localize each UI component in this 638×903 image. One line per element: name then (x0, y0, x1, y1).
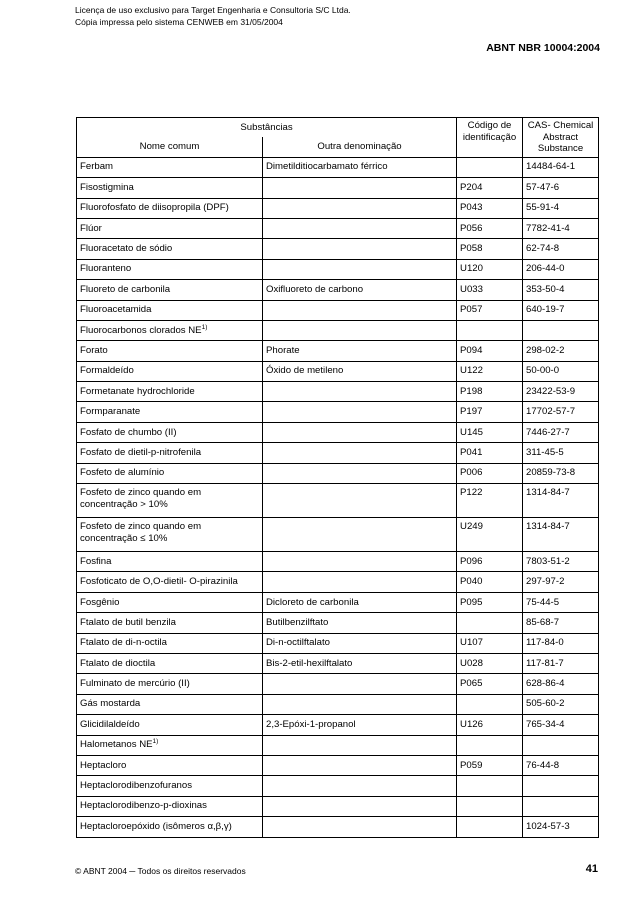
table-row (77, 817, 599, 837)
cas-cell (523, 552, 599, 572)
common-name-cell (77, 443, 263, 463)
code-cell (457, 796, 523, 816)
cas-cell (523, 463, 599, 483)
common-name-cell-text: Fulminato de mercúrio (II) (80, 678, 190, 690)
cas-cell-text: 55-91-4 (526, 202, 560, 214)
code-cell-text: P197 (460, 406, 483, 418)
cas-cell-text: 1314-84-7 (526, 487, 570, 499)
common-name-cell (77, 592, 263, 612)
common-name-cell-text: Fosfoticato de O,O-dietil- O-pirazinila (80, 576, 238, 588)
common-name-cell (77, 361, 263, 381)
other-name-cell-text: Dicloreto de carbonila (266, 596, 359, 608)
code-cell (457, 592, 523, 612)
other-name-cell (263, 484, 457, 518)
other-name-cell (263, 653, 457, 673)
other-name-cell (263, 157, 457, 177)
table-row (77, 198, 599, 218)
other-name-cell-text: Dimetilditiocarbamato férrico (266, 161, 388, 173)
common-name-cell (77, 198, 263, 218)
code-cell (457, 178, 523, 198)
table-row (77, 422, 599, 442)
cas-cell-text: 1024-57-3 (526, 820, 570, 832)
code-cell (457, 361, 523, 381)
table-row (77, 518, 599, 552)
cas-cell (523, 402, 599, 422)
cas-cell (523, 443, 599, 463)
substances-table (76, 117, 599, 838)
cas-cell (523, 796, 599, 816)
common-name-cell-text: Halometanos NE (80, 739, 153, 751)
other-name-cell (263, 443, 457, 463)
common-name-cell-text: Fisostigmina (80, 181, 134, 193)
code-cell-text: P057 (460, 304, 483, 316)
common-name-cell-text: Formparanate (80, 406, 141, 418)
code-cell (457, 715, 523, 735)
table-row (77, 463, 599, 483)
table-row (77, 239, 599, 259)
cas-cell (523, 382, 599, 402)
code-cell (457, 518, 523, 552)
cas-cell (523, 300, 599, 320)
other-name-cell (263, 382, 457, 402)
code-cell-text: U126 (460, 718, 483, 730)
code-cell-text: P122 (460, 487, 483, 499)
cas-cell (523, 592, 599, 612)
common-name-cell (77, 178, 263, 198)
cas-cell-text: 23422-53-9 (526, 385, 576, 397)
common-name-cell-text: Ftalato de butil benzila (80, 616, 176, 628)
other-name-cell (263, 259, 457, 279)
other-name-cell (263, 198, 457, 218)
common-name-cell-text: Fluorocarbonos clorados NE (80, 324, 202, 336)
other-name-cell (263, 817, 457, 837)
code-cell-text: P204 (460, 181, 483, 193)
table-row (77, 259, 599, 279)
common-name-cell (77, 280, 263, 300)
other-name-cell (263, 463, 457, 483)
cas-cell-text: 206-44-0 (526, 263, 565, 275)
code-cell-text: U033 (460, 283, 483, 295)
table-row (77, 735, 599, 755)
code-cell-text: U122 (460, 365, 483, 377)
cas-cell (523, 157, 599, 177)
cas-cell-text: 640-19-7 (526, 304, 565, 316)
table-row (77, 320, 599, 340)
code-cell (457, 484, 523, 518)
cas-cell-text: 14484-64-1 (526, 161, 576, 173)
common-name-cell-text: Fluoranteno (80, 263, 132, 275)
code-cell (457, 280, 523, 300)
common-name-cell-text: Fosgênio (80, 596, 120, 608)
common-name-cell (77, 320, 263, 340)
code-cell-text: P094 (460, 344, 483, 356)
table-row (77, 755, 599, 775)
cas-cell-text: 117-81-7 (526, 657, 564, 669)
code-cell-text: P058 (460, 243, 483, 255)
table-row (77, 776, 599, 796)
cas-cell (523, 341, 599, 361)
table-row (77, 613, 599, 633)
table-row (77, 572, 599, 592)
code-cell-text: U028 (460, 657, 483, 669)
common-name-cell-text: Formaldeído (80, 365, 134, 377)
copyright-footer: © ABNT 2004 ─ Todos os direitos reservados (75, 866, 246, 876)
cas-cell-text: 7803-51-2 (526, 555, 570, 567)
other-name-cell (263, 280, 457, 300)
code-cell-text: U145 (460, 426, 483, 438)
code-cell-text: U120 (460, 263, 483, 275)
cas-cell (523, 633, 599, 653)
common-name-cell (77, 300, 263, 320)
table-row (77, 178, 599, 198)
table-row (77, 300, 599, 320)
cas-cell-text: 76-44-8 (526, 759, 560, 771)
code-cell-text: P095 (460, 596, 483, 608)
license-line-2: Cópia impressa pelo sistema CENWEB em 31/05/2004 (75, 17, 283, 27)
table-row (77, 341, 599, 361)
common-name-cell-text: Fosfato de dietil-p-nitrofenila (80, 446, 202, 458)
other-name-cell (263, 755, 457, 775)
code-cell (457, 259, 523, 279)
other-name-cell (263, 776, 457, 796)
other-name-cell (263, 402, 457, 422)
other-name-cell (263, 552, 457, 572)
cas-cell (523, 613, 599, 633)
common-name-cell (77, 796, 263, 816)
code-cell (457, 633, 523, 653)
cas-cell-text: 353-50-4 (526, 283, 565, 295)
common-name-cell (77, 518, 263, 552)
table-row (77, 157, 599, 177)
cas-cell-text: 75-44-5 (526, 596, 560, 608)
cas-cell-text: 1314-84-7 (526, 521, 570, 533)
code-cell (457, 198, 523, 218)
code-cell (457, 300, 523, 320)
common-name-cell-text: Forato (80, 344, 108, 356)
table-row (77, 484, 599, 518)
footnote-marker: 1) (152, 738, 159, 746)
code-cell-text: P198 (460, 385, 483, 397)
common-name-cell (77, 633, 263, 653)
cas-cell (523, 422, 599, 442)
cas-cell-text: 628-86-4 (526, 678, 565, 690)
table-row (77, 552, 599, 572)
code-cell-text: U249 (460, 521, 483, 533)
other-name-cell (263, 572, 457, 592)
common-name-cell-text: Ferbam (80, 161, 114, 173)
cas-cell-text: 50-00-0 (526, 365, 560, 377)
other-name-header: Outra denominação (263, 137, 457, 157)
code-cell (457, 674, 523, 694)
common-name-cell-text: Heptacloro (80, 759, 127, 771)
code-cell (457, 755, 523, 775)
common-name-cell-text: Glicidilaldeído (80, 718, 140, 730)
cas-cell (523, 572, 599, 592)
common-name-cell-text: Fosfeto de alumínio (80, 467, 165, 479)
cas-cell-text: 298-02-2 (526, 344, 565, 356)
cas-cell-text: 505-60-2 (526, 698, 565, 710)
other-name-cell (263, 796, 457, 816)
code-cell-text: P040 (460, 576, 483, 588)
code-cell-text: P056 (460, 222, 483, 234)
cas-cell-text: 7446-27-7 (526, 426, 570, 438)
code-cell-text: P096 (460, 555, 483, 567)
cas-cell-text: 57-47-6 (526, 181, 560, 193)
cas-cell-text: 765-34-4 (526, 718, 565, 730)
cas-cell-text: 85-68-7 (526, 616, 560, 628)
common-name-cell (77, 776, 263, 796)
code-cell-text: P043 (460, 202, 483, 214)
cas-cell (523, 518, 599, 552)
table-row (77, 443, 599, 463)
cas-cell (523, 259, 599, 279)
common-name-cell (77, 463, 263, 483)
common-name-cell-text: Fluorofosfato de diisopropila (DPF) (80, 202, 229, 214)
other-name-cell-text: 2,3-Epóxi-1-propanol (266, 718, 356, 730)
table-row (77, 674, 599, 694)
other-name-cell (263, 633, 457, 653)
code-cell (457, 694, 523, 714)
code-cell-text: P041 (460, 446, 483, 458)
code-cell-text: P006 (460, 467, 483, 479)
common-name-cell-text: Fosfeto de zinco quando em concentração ≤ 10% (80, 521, 202, 545)
table-row (77, 592, 599, 612)
other-name-cell (263, 518, 457, 552)
other-name-cell (263, 422, 457, 442)
other-name-cell-text: Phorate (266, 344, 300, 356)
common-name-cell (77, 817, 263, 837)
code-cell (457, 817, 523, 837)
cas-header: CAS- Chemical Abstract Substance (523, 118, 599, 158)
cas-cell (523, 198, 599, 218)
common-name-cell (77, 674, 263, 694)
code-header: Código de identificação (457, 118, 523, 158)
table-row (77, 633, 599, 653)
common-name-cell (77, 402, 263, 422)
code-cell (457, 341, 523, 361)
license-notice (75, 4, 351, 28)
table-row (77, 382, 599, 402)
other-name-cell-text: Di-n-octilftalato (266, 637, 330, 649)
common-name-cell-text: Fluoracetato de sódio (80, 243, 173, 255)
code-cell (457, 552, 523, 572)
other-name-cell (263, 300, 457, 320)
other-name-cell (263, 218, 457, 238)
common-name-cell-text: Heptaclorodibenzo-p-dioxinas (80, 800, 207, 812)
code-cell (457, 613, 523, 633)
other-name-cell (263, 361, 457, 381)
table-row (77, 796, 599, 816)
common-name-cell-text: Ftalato de dioctila (80, 657, 156, 669)
common-name-cell (77, 157, 263, 177)
cas-cell (523, 178, 599, 198)
table-row (77, 218, 599, 238)
cas-cell (523, 715, 599, 735)
common-name-cell (77, 341, 263, 361)
common-name-cell (77, 715, 263, 735)
code-cell (457, 157, 523, 177)
other-name-cell (263, 715, 457, 735)
common-name-header: Nome comum (77, 137, 263, 157)
cas-cell-text: 297-97-2 (526, 576, 565, 588)
common-name-cell-text: Fluoroacetamida (80, 304, 152, 316)
common-name-cell (77, 552, 263, 572)
cas-cell (523, 694, 599, 714)
cas-cell-text: 17702-57-7 (526, 406, 576, 418)
code-cell (457, 463, 523, 483)
common-name-cell (77, 755, 263, 775)
other-name-cell (263, 320, 457, 340)
code-cell (457, 653, 523, 673)
code-cell-text: P059 (460, 759, 483, 771)
cas-cell (523, 674, 599, 694)
cas-cell (523, 653, 599, 673)
cas-cell (523, 361, 599, 381)
license-line-1: Licença de uso exclusivo para Target Engenharia e Consultoria S/C Ltda. (75, 5, 351, 15)
code-cell-text: P065 (460, 678, 483, 690)
common-name-cell (77, 484, 263, 518)
common-name-cell-text: Gás mostarda (80, 698, 141, 710)
common-name-cell-text: Ftalato de di-n-octila (80, 637, 167, 649)
page-number: 41 (585, 863, 598, 875)
cas-cell (523, 755, 599, 775)
common-name-cell-text: Heptaclorodibenzofuranos (80, 780, 193, 792)
other-name-cell (263, 178, 457, 198)
common-name-cell-text: Fluoreto de carbonila (80, 283, 171, 295)
common-name-cell (77, 382, 263, 402)
cas-cell-text: 117-84-0 (526, 637, 564, 649)
table-row (77, 361, 599, 381)
cas-cell (523, 817, 599, 837)
common-name-cell-text: Fosfina (80, 555, 112, 567)
common-name-cell (77, 694, 263, 714)
code-cell (457, 422, 523, 442)
cas-cell (523, 484, 599, 518)
cas-cell-text: 62-74-8 (526, 243, 560, 255)
common-name-cell-text: Fosfeto de zinco quando em concentração > 10% (80, 487, 202, 511)
other-name-cell (263, 735, 457, 755)
common-name-cell-text: Formetanate hydrochloride (80, 385, 195, 397)
cas-cell-text: 7782-41-4 (526, 222, 570, 234)
code-cell-text: U107 (460, 637, 483, 649)
cas-cell (523, 776, 599, 796)
other-name-cell (263, 341, 457, 361)
other-name-cell (263, 592, 457, 612)
cas-cell (523, 280, 599, 300)
table-row (77, 402, 599, 422)
common-name-cell (77, 735, 263, 755)
cas-cell (523, 218, 599, 238)
table-row (77, 280, 599, 300)
other-name-cell-text: Oxifluoreto de carbono (266, 283, 364, 295)
table-row (77, 694, 599, 714)
standard-code: ABNT NBR 10004:2004 (486, 42, 600, 54)
other-name-cell-text: Butilbenzilftato (266, 616, 329, 628)
common-name-cell (77, 572, 263, 592)
code-cell (457, 776, 523, 796)
code-cell (457, 443, 523, 463)
table-row (77, 653, 599, 673)
cas-cell (523, 239, 599, 259)
other-name-cell-text: Óxido de metileno (266, 365, 344, 377)
cas-cell (523, 735, 599, 755)
code-cell (457, 572, 523, 592)
common-name-cell (77, 653, 263, 673)
cas-cell (523, 320, 599, 340)
common-name-cell-text: Flúor (80, 222, 102, 234)
cas-cell-text: 20859-73-8 (526, 467, 576, 479)
common-name-cell (77, 259, 263, 279)
code-cell (457, 218, 523, 238)
table-row (77, 715, 599, 735)
common-name-cell (77, 239, 263, 259)
other-name-cell (263, 694, 457, 714)
common-name-cell (77, 613, 263, 633)
code-cell (457, 402, 523, 422)
common-name-cell (77, 422, 263, 442)
common-name-cell-text: Fosfato de chumbo (II) (80, 426, 177, 438)
other-name-cell (263, 613, 457, 633)
code-cell (457, 735, 523, 755)
code-cell (457, 239, 523, 259)
code-cell (457, 320, 523, 340)
cas-cell-text: 311-45-5 (526, 446, 564, 458)
other-name-cell (263, 239, 457, 259)
other-name-cell (263, 674, 457, 694)
footnote-marker: 1) (201, 323, 208, 331)
common-name-cell-text: Heptacloroepóxido (isômeros α,β,γ) (80, 820, 232, 832)
other-name-cell-text: Bis-2-etil-hexilftalato (266, 657, 353, 669)
substances-header: Substâncias (77, 118, 457, 138)
common-name-cell (77, 218, 263, 238)
code-cell (457, 382, 523, 402)
